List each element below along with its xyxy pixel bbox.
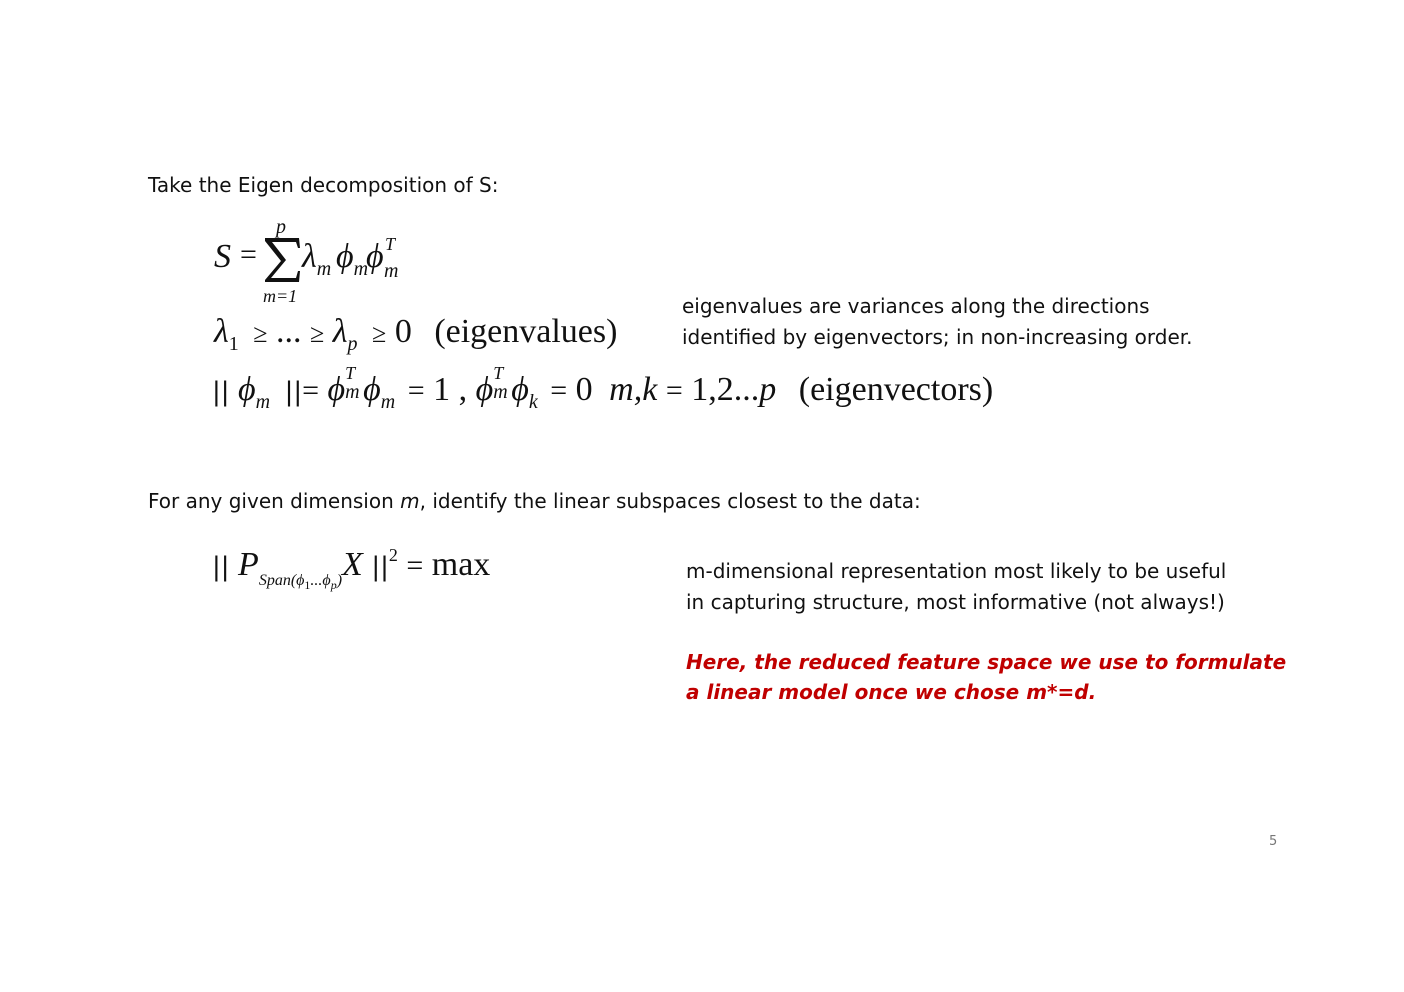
- eq3-range: 1,2...: [691, 371, 760, 408]
- equation-eigenvector-orthonormal: [212, 363, 994, 414]
- eq3-comma: ,: [458, 371, 468, 408]
- note-eigenvalues-line-2: identified by eigenvectors; in non-increasing order.: [682, 325, 1193, 349]
- sigma-symbol: [262, 236, 302, 284]
- eq3-p: p: [759, 371, 777, 408]
- eq2-geq-2: ≥: [310, 319, 325, 348]
- eq3-zero: 0: [575, 371, 593, 408]
- eq4-norm-close: ||: [371, 552, 389, 582]
- eq3-norm-open: ||: [212, 377, 230, 407]
- eq2-geq-3: ≥: [372, 319, 387, 348]
- eq4-rhs: max: [431, 546, 491, 583]
- eq4-equals: =: [406, 549, 424, 582]
- note-representation-line-2: in capturing structure, most informative (not always!): [686, 590, 1225, 614]
- subspace-text: [148, 485, 921, 517]
- eq1-sum-lower: m=1: [263, 286, 298, 306]
- eq1-phi-2-sub: m: [384, 260, 399, 282]
- note-reduced-line-1: Here, the reduced feature space we use to formulate: [686, 650, 1287, 674]
- eq2-lambda-1: $\lambda_1$: [214, 313, 239, 355]
- note-eigenvalues: [682, 291, 1193, 353]
- eq2-geq-1: ≥: [253, 319, 268, 348]
- eq3-equals-3: =: [550, 374, 568, 407]
- eq4-sup: 2: [388, 545, 398, 565]
- eq3-equals-1: =: [302, 374, 320, 407]
- eq4-norm-open: ||: [212, 552, 230, 582]
- eq1-sum-upper: p: [276, 216, 286, 238]
- note-reduced-line-2: a linear model once we chose m*=d.: [686, 680, 1097, 704]
- eq1-phi-1: $\phi_m$: [336, 238, 369, 280]
- eq2-lambda-p: $\lambda_p$: [332, 313, 358, 355]
- eq1-equals: =: [240, 238, 257, 271]
- eq2-zero: 0: [394, 313, 412, 350]
- eq3-phi-m-T-2: ϕ T m: [475, 363, 508, 408]
- eq3-label: (eigenvectors): [798, 371, 994, 408]
- eq1-lhs: S: [214, 238, 231, 275]
- note-reduced-feature-space: [686, 647, 1286, 707]
- eq3-indices: m,k: [609, 371, 658, 408]
- eq2-dots: ...: [276, 313, 302, 350]
- eq3-phi-m-2: $\phi_m$: [363, 371, 396, 413]
- eq4-subscript: Span(ϕ1...ϕp): [258, 572, 343, 592]
- eq3-phi-m: $\phi_m$: [238, 371, 271, 413]
- note-eigenvalues-line-1: eigenvalues are variances along the directions: [682, 294, 1150, 318]
- subspace-text-prefix: For any given dimension: [148, 489, 401, 513]
- eq3-equals-4: =: [665, 374, 683, 407]
- equation-projection-max: [212, 545, 490, 593]
- eq3-norm-close: ||: [284, 377, 303, 407]
- eq3-phi-m-T: ϕ T m: [327, 363, 360, 408]
- eq1-phi-2-sup: T: [385, 234, 396, 254]
- eq2-label: (eigenvalues): [434, 313, 618, 350]
- eq3-one: 1: [433, 371, 451, 408]
- equation-eigenvalue-order: [214, 313, 617, 356]
- page-number: 5: [1269, 834, 1278, 849]
- eq3-phi-k: $\phi_k$: [511, 371, 538, 413]
- subspace-text-var: m: [400, 489, 420, 513]
- eq3-equals-2: =: [407, 374, 425, 407]
- eq4-X: X: [342, 546, 363, 583]
- intro-text: Take the Eigen decomposition of S:: [148, 173, 499, 197]
- note-representation: [686, 556, 1226, 618]
- subspace-text-suffix: , identify the linear subspaces closest to the data:: [419, 489, 921, 513]
- note-representation-line-1: m-dimensional representation most likely to be useful: [686, 559, 1227, 583]
- eq1-lambda: $\lambda_m$: [302, 238, 332, 280]
- eq4-P: P: [238, 546, 259, 583]
- eq1-phi-2: ϕ: [366, 238, 384, 275]
